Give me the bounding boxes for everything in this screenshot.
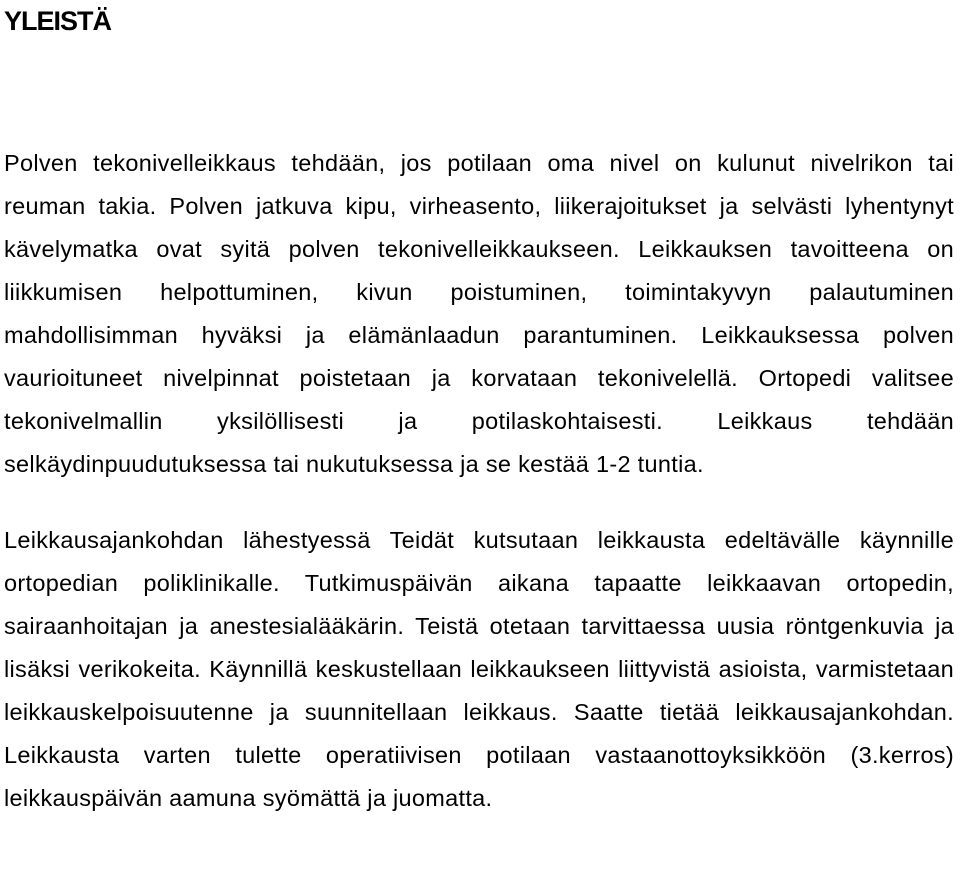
document-page <box>4 0 954 820</box>
paragraph-knee-replacement-overview: Polven tekonivelleikkaus tehdään, jos potilaan oma nivel on kulunut nivelrikon tai reuman takia. Polven jatkuva kipu, virheasento, liikerajoitukset ja selvästi lyhentynyt kävelymatka ovat syitä polven tekonivelleikkaukseen. Leikkauksen tavoitteena on liikkumisen helpottuminen, kivun poistuminen, toimintakyvyn palautuminen mahdollisimman hyväksi ja elämänlaadun parantuminen. Leikkauksessa polven vaurioituneet nivelpinnat poistetaan ja korvataan tekonivelellä. Ortopedi valitsee tekonivelmallin yksilöllisesti ja potilaskohtaisesti. Leikkaus tehdään selkäydinpuudutuksessa tai nukutuksessa ja se kestää 1-2 tuntia. <box>4 150 954 477</box>
paragraph-pre-surgery-visit: Leikkausajankohdan lähestyessä Teidät kutsutaan leikkausta edeltävälle käynnille ortopedian poliklinikalle. Tutkimuspäivän aikana tapaatte leikkaavan ortopedin, sairaanhoitajan ja anestesialääkärin. Teistä otetaan tarvittaessa uusia röntgenkuvia ja lisäksi verikokeita. Käynnillä keskustellaan leikkaukseen liittyvistä asioista, varmistetaan leikkauskelpoisuutenne ja suunnitellaan leikkaus. Saatte tietää leikkausajankohdan. Leikkausta varten tulette operatiivisen potilaan vastaanottoyksikköön (3.kerros) leikkauspäivän aamuna syömättä ja juomatta. <box>4 527 954 811</box>
section-heading: YLEISTÄ <box>4 6 112 36</box>
